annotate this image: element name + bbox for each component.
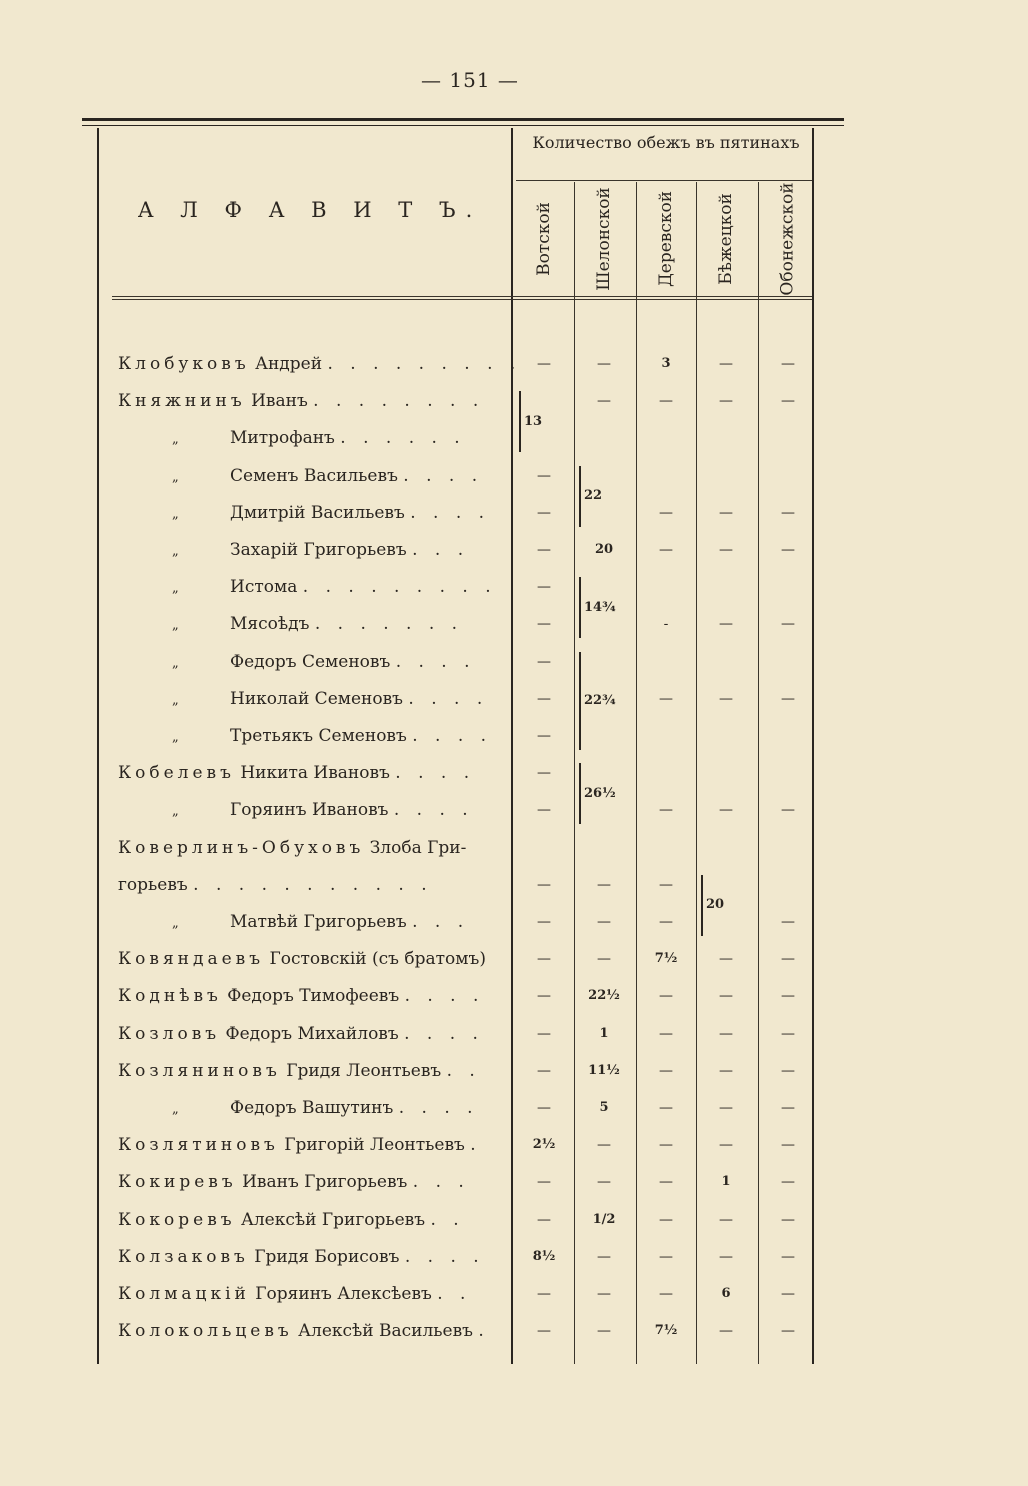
person-name xyxy=(118,1319,498,1343)
obezh-cell: — xyxy=(781,690,795,707)
obezh-cell: — xyxy=(597,356,611,372)
obezh-cell: — xyxy=(537,1286,551,1302)
table-row xyxy=(0,389,1028,421)
column-header-label: Вотской xyxy=(534,202,554,276)
obezh-cell: — xyxy=(659,690,673,707)
brace-value: 13 xyxy=(524,413,543,429)
obezh-cell: — xyxy=(597,951,611,968)
obezh-cell: 1/2 xyxy=(592,1211,616,1227)
ditto-mark: „ xyxy=(172,618,179,634)
table-row xyxy=(0,426,1028,458)
table-row xyxy=(0,1096,1028,1128)
table-row xyxy=(0,1245,1028,1277)
obezh-cell: — xyxy=(537,951,551,968)
ditto-mark: „ xyxy=(172,916,179,931)
surname: Коверлинъ-Обуховъ xyxy=(118,837,365,858)
obezh-cell: — xyxy=(781,1062,795,1079)
obezh-cell: — xyxy=(659,1025,673,1042)
obezh-cell: — xyxy=(537,1174,551,1191)
obezh-cell: — xyxy=(537,690,551,707)
obezh-cell: — xyxy=(659,1286,673,1302)
table-row xyxy=(0,1282,1028,1314)
given-name: Митрофанъ xyxy=(230,428,335,449)
given-name: Иванъ Григорьевъ xyxy=(242,1172,408,1193)
given-name: Никита Ивановъ xyxy=(240,763,390,784)
surname: Кокоревъ xyxy=(118,1209,236,1230)
brace-line xyxy=(519,391,521,452)
obezh-cell: — xyxy=(537,504,551,521)
dot-leader: . . . . xyxy=(404,986,485,1007)
column-header xyxy=(696,182,756,296)
column-header-label: Бѣжецкой xyxy=(716,193,737,285)
dot-leader: . . . . . . . . xyxy=(313,391,485,412)
table-row xyxy=(0,836,1028,868)
brace-line xyxy=(579,652,581,750)
brace-line xyxy=(579,577,581,638)
dot-leader: . . . . xyxy=(408,688,489,709)
dot-leader: . . . . . . . . . . . xyxy=(193,874,433,895)
given-name: Захарій Григорьевъ xyxy=(230,540,407,560)
dot-leader: . . xyxy=(446,1060,481,1081)
obezh-cell: — xyxy=(537,1100,551,1116)
surname: Козловъ xyxy=(118,1023,221,1044)
given-name: Григорій Леонтьевъ xyxy=(284,1135,465,1156)
obezh-cell: — xyxy=(781,1025,795,1042)
given-name: Злоба Гри- xyxy=(369,837,467,858)
person-name xyxy=(172,612,552,638)
brace-value: 22 xyxy=(584,488,603,504)
table-row xyxy=(0,501,1028,533)
obezh-cell: — xyxy=(659,504,673,521)
obezh-cell: — xyxy=(659,1137,673,1154)
table-row xyxy=(0,761,1028,793)
ditto-mark: „ xyxy=(172,655,179,671)
obezh-cell: — xyxy=(719,1062,733,1079)
given-name: Федоръ Семеновъ xyxy=(230,651,391,672)
dot-leader: . . . . xyxy=(404,1023,484,1044)
person-name xyxy=(172,910,552,936)
table-title: А Л Ф А В И Т Ъ. xyxy=(137,198,483,222)
obezh-cell: — xyxy=(781,1286,795,1302)
obezh-cell: — xyxy=(781,951,795,968)
person-name xyxy=(172,575,552,601)
top-rule xyxy=(82,118,844,121)
obezh-cell: — xyxy=(719,356,733,372)
dot-leader: . . . . xyxy=(395,763,476,784)
obezh-cell: — xyxy=(537,467,551,484)
ditto-mark: „ xyxy=(172,730,179,745)
obezh-cell: 11½ xyxy=(588,1062,620,1078)
obezh-cell: 5 xyxy=(599,1100,609,1115)
obezh-cell: 1 xyxy=(599,1025,609,1041)
given-name: Николай Семеновъ xyxy=(230,688,403,709)
obezh-cell: — xyxy=(719,393,733,410)
person-name xyxy=(118,761,498,785)
ditto-mark: „ xyxy=(172,804,179,820)
obezh-cell: — xyxy=(719,802,733,819)
obezh-cell: — xyxy=(537,1025,551,1042)
surname: Княжнинъ xyxy=(118,391,246,412)
obezh-cell: — xyxy=(659,876,673,893)
person-name xyxy=(172,687,552,713)
surname: Колмацкій xyxy=(118,1284,250,1304)
dot-leader: . . . . . . . . . xyxy=(302,577,497,598)
obezh-cell: — xyxy=(537,802,551,819)
table-row xyxy=(0,538,1028,570)
table-row xyxy=(0,1022,1028,1054)
given-name: Семенъ Васильевъ xyxy=(230,465,398,486)
table-row xyxy=(0,984,1028,1016)
obezh-cell: — xyxy=(781,1137,795,1154)
ditto-mark: „ xyxy=(172,544,179,559)
given-name: Горяинъ Ивановъ xyxy=(230,800,389,821)
person-name xyxy=(172,426,552,452)
given-name: Гридя Борисовъ xyxy=(254,1246,400,1267)
column-header-label: Деревской xyxy=(656,190,677,288)
surname: Колзаковъ xyxy=(118,1246,249,1267)
person-name xyxy=(118,1059,498,1083)
obezh-cell: — xyxy=(719,1100,733,1116)
page-number: — 151 — xyxy=(421,68,519,92)
given-name: Дмитрій Васильевъ xyxy=(230,502,405,523)
person-name xyxy=(172,464,552,490)
person-name xyxy=(118,1133,498,1157)
person-name xyxy=(118,1245,498,1269)
table-row xyxy=(0,1208,1028,1240)
given-name: Матвѣй Григорьевъ xyxy=(230,912,407,932)
surname: Козляниновъ xyxy=(118,1060,281,1081)
person-name xyxy=(172,724,552,750)
obezh-cell: — xyxy=(597,1137,611,1154)
obezh-cell: — xyxy=(781,393,795,410)
obezh-cell: — xyxy=(719,616,733,633)
obezh-cell: — xyxy=(659,988,673,1005)
obezh-cell: — xyxy=(781,802,795,819)
person-name xyxy=(118,947,498,971)
obezh-cell: — xyxy=(537,356,551,372)
ditto-mark: „ xyxy=(172,692,179,708)
given-name: Федоръ Михайловъ xyxy=(225,1023,399,1044)
person-name xyxy=(118,352,522,376)
table-row xyxy=(0,612,1028,644)
dot-leader: . . . . xyxy=(395,651,476,672)
obezh-cell: — xyxy=(597,393,611,410)
obezh-cell: 2½ xyxy=(532,1137,556,1153)
obezh-cell: — xyxy=(781,1323,795,1340)
table-row xyxy=(0,687,1028,719)
group-header: Количество обежъ въ пятинахъ xyxy=(532,133,800,152)
obezh-cell: — xyxy=(719,1025,733,1042)
obezh-cell: — xyxy=(659,393,673,410)
obezh-cell: 3 xyxy=(661,356,671,371)
given-name: Третьякъ Семеновъ xyxy=(230,726,407,746)
brace-value: 20 xyxy=(706,897,725,913)
obezh-cell: - xyxy=(663,616,669,633)
table-row xyxy=(0,1170,1028,1202)
top-rule-thin xyxy=(82,125,844,126)
obezh-cell: — xyxy=(537,914,551,930)
given-name: Андрей xyxy=(255,354,323,374)
obezh-cell: 1 xyxy=(721,1174,731,1190)
obezh-cell: — xyxy=(597,1248,611,1265)
obezh-cell: — xyxy=(781,1248,795,1265)
obezh-cell: 7½ xyxy=(654,1323,678,1339)
obezh-cell: — xyxy=(781,504,795,521)
obezh-cell: — xyxy=(597,876,611,893)
dot-leader: . . . . . . xyxy=(340,428,466,449)
dot-leader: . . . . xyxy=(393,800,474,821)
ditto-mark: „ xyxy=(172,581,179,597)
column-header-label: Обонежской xyxy=(778,182,798,296)
ditto-mark: „ xyxy=(172,469,179,485)
obezh-cell: — xyxy=(537,728,551,744)
table-row xyxy=(0,1133,1028,1165)
obezh-cell: — xyxy=(659,542,673,558)
obezh-cell: — xyxy=(659,1062,673,1079)
header-bottom-rule-2 xyxy=(112,299,812,300)
obezh-cell: 7½ xyxy=(654,951,678,967)
column-header xyxy=(636,182,696,296)
obezh-cell: — xyxy=(597,1323,611,1340)
obezh-cell: — xyxy=(537,579,551,596)
table-row xyxy=(0,724,1028,756)
column-header xyxy=(514,182,574,296)
given-name: Истома xyxy=(230,577,298,598)
table-row xyxy=(0,464,1028,496)
obezh-cell: — xyxy=(537,653,551,670)
column-header xyxy=(758,182,818,296)
obezh-cell: — xyxy=(781,1211,795,1228)
obezh-cell: — xyxy=(719,1248,733,1265)
person-name xyxy=(118,1170,498,1194)
dot-leader: . . . . xyxy=(403,465,484,486)
given-name: Иванъ xyxy=(251,391,308,412)
obezh-cell: — xyxy=(719,1323,733,1340)
obezh-cell: — xyxy=(659,802,673,819)
column-header xyxy=(574,182,634,296)
obezh-cell: — xyxy=(659,1248,673,1265)
table-row xyxy=(0,798,1028,830)
obezh-cell: 8½ xyxy=(532,1248,556,1264)
obezh-cell: — xyxy=(781,1174,795,1191)
person-name xyxy=(172,798,552,824)
header-bottom-rule xyxy=(112,296,812,297)
table-row xyxy=(0,650,1028,682)
obezh-cell: 22½ xyxy=(588,988,620,1004)
table-row xyxy=(0,1319,1028,1351)
obezh-cell: — xyxy=(719,951,733,968)
dot-leader: . . . . xyxy=(398,1098,479,1118)
person-name xyxy=(118,1022,498,1046)
given-name: Мясоѣдъ xyxy=(230,614,310,635)
dot-leader: . . xyxy=(430,1209,465,1230)
obezh-cell: — xyxy=(719,690,733,707)
obezh-cell: — xyxy=(537,1323,551,1340)
person-name xyxy=(172,650,552,676)
obezh-cell: — xyxy=(781,356,795,372)
given-name: Федоръ Вашутинъ xyxy=(230,1098,394,1118)
surname: Ковяндаевъ xyxy=(118,949,265,970)
dot-leader: . xyxy=(478,1321,490,1342)
brace-value: 26½ xyxy=(584,785,616,801)
surname: Кокиревъ xyxy=(118,1172,237,1193)
obezh-cell: — xyxy=(781,1100,795,1116)
dot-leader: . . . xyxy=(412,540,470,560)
brace-value: 14¾ xyxy=(584,599,616,615)
brace-value: 22¾ xyxy=(584,692,616,708)
dot-leader: . . . . . . . . . xyxy=(327,354,522,374)
given-name: горьевъ xyxy=(118,874,188,895)
person-name xyxy=(118,1208,498,1232)
table-row xyxy=(0,873,1028,905)
person-name xyxy=(118,836,498,860)
person-name xyxy=(118,984,498,1008)
surname: Кобелевъ xyxy=(118,763,235,784)
brace-line xyxy=(579,763,581,824)
obezh-cell: — xyxy=(597,1286,611,1302)
obezh-cell: — xyxy=(781,616,795,633)
obezh-cell: — xyxy=(597,1174,611,1191)
obezh-cell: 6 xyxy=(721,1286,731,1301)
ditto-mark: „ xyxy=(172,506,179,522)
ditto-mark: „ xyxy=(172,1102,179,1117)
dot-leader: . xyxy=(470,1135,482,1156)
given-name: Гостовскій (съ братомъ) xyxy=(269,949,486,970)
column-header-label: Шелонской xyxy=(594,187,615,291)
ditto-mark: „ xyxy=(172,432,179,448)
table-row xyxy=(0,575,1028,607)
given-name: Горяинъ Алексѣевъ xyxy=(255,1284,432,1304)
group-header-rule xyxy=(516,180,812,181)
person-name xyxy=(118,389,498,413)
table-row xyxy=(0,910,1028,942)
obezh-cell: — xyxy=(781,988,795,1005)
obezh-cell: — xyxy=(537,876,551,893)
person-name xyxy=(118,873,498,897)
obezh-cell: — xyxy=(537,542,551,558)
dot-leader: . . . . . . . xyxy=(314,614,464,635)
obezh-cell: — xyxy=(537,988,551,1005)
obezh-cell: — xyxy=(781,542,795,558)
obezh-cell: — xyxy=(719,1211,733,1228)
obezh-cell: — xyxy=(659,1211,673,1228)
person-name xyxy=(172,1096,552,1122)
surname: Клобуковъ xyxy=(118,354,250,374)
dot-leader: . . xyxy=(437,1284,472,1304)
obezh-cell: — xyxy=(719,504,733,521)
obezh-cell: 20 xyxy=(594,542,614,557)
surname: Козлятиновъ xyxy=(118,1135,279,1156)
dot-leader: . . . . xyxy=(404,1246,485,1267)
obezh-cell: — xyxy=(537,616,551,633)
person-name xyxy=(172,538,552,564)
brace-line xyxy=(579,466,581,527)
given-name: Алексѣй Васильевъ xyxy=(298,1321,473,1342)
obezh-cell: — xyxy=(781,914,795,930)
table-row xyxy=(0,1059,1028,1091)
obezh-cell: — xyxy=(719,1137,733,1154)
dot-leader: . . . xyxy=(412,912,470,932)
surname: Коднѣвъ xyxy=(118,986,222,1007)
obezh-cell: — xyxy=(537,1062,551,1079)
person-name xyxy=(118,1282,498,1306)
obezh-cell: — xyxy=(719,542,733,558)
obezh-cell: — xyxy=(537,1211,551,1228)
dot-leader: . . . . xyxy=(410,502,491,523)
person-name xyxy=(172,501,552,527)
dot-leader: . . . xyxy=(412,1172,470,1193)
obezh-cell: — xyxy=(719,988,733,1005)
obezh-cell: — xyxy=(659,1174,673,1191)
given-name: Алексѣй Григорьевъ xyxy=(241,1209,426,1230)
obezh-cell: — xyxy=(537,765,551,782)
given-name: Гридя Леонтьевъ xyxy=(286,1060,442,1081)
obezh-cell: — xyxy=(597,914,611,930)
obezh-cell: — xyxy=(659,1100,673,1116)
table-row xyxy=(0,947,1028,979)
dot-leader: . . . . xyxy=(412,726,493,746)
table-row xyxy=(0,352,1028,384)
brace-line xyxy=(701,875,703,936)
surname: Колокольцевъ xyxy=(118,1321,293,1342)
obezh-cell: — xyxy=(659,914,673,930)
given-name: Федоръ Тимофеевъ xyxy=(227,986,400,1007)
